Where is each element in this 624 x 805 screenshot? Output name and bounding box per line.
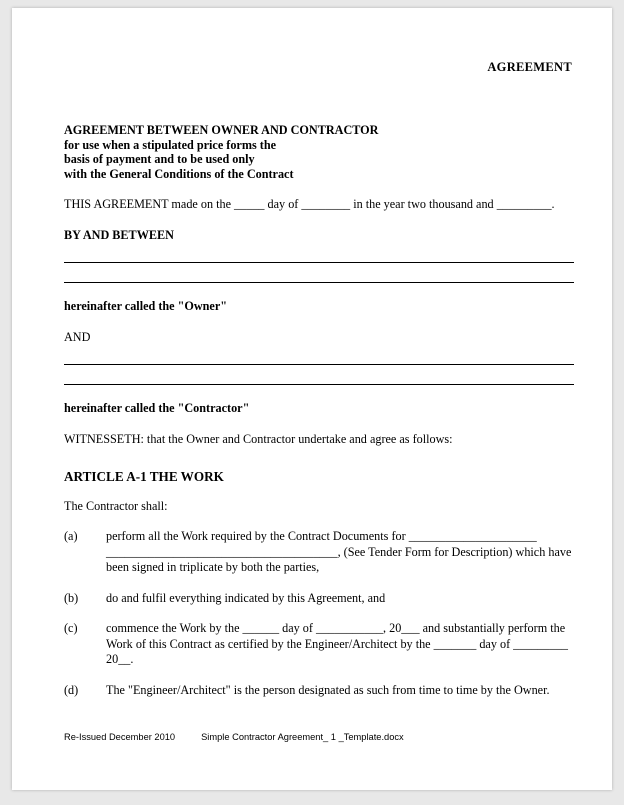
- owner-fill-line-2[interactable]: [64, 281, 574, 283]
- intro-line: basis of payment and to be used only: [64, 152, 255, 167]
- clause-list: [64, 529, 574, 698]
- page-title: AGREEMENT: [487, 60, 572, 74]
- intro-line: AGREEMENT BETWEEN OWNER AND CONTRACTOR: [64, 123, 379, 137]
- contractor-fill-line-1[interactable]: [64, 363, 574, 365]
- contractor-fill-line-2[interactable]: [64, 383, 574, 385]
- witnesseth-paragraph: WITNESSETH: that the Owner and Contractor undertake and agree as follows:: [64, 432, 453, 447]
- list-item: [64, 529, 574, 576]
- document-body: [64, 48, 574, 770]
- list-item-text: The "Engineer/Architect" is the person designated as such from time to time by the Owner.: [106, 682, 550, 697]
- document-page: [12, 8, 612, 790]
- this-agreement-paragraph: THIS AGREEMENT made on the _____ day of ________ in the year two thousand and _________.: [64, 197, 555, 212]
- document-footer: [64, 732, 404, 742]
- list-item-text: perform all the Work required by the Contract Documents for _____________________ ______________________________________, (See Tender Form for Description) which have been signed in triplicate by both the parties,: [106, 529, 572, 575]
- list-item-marker: (c): [64, 621, 78, 636]
- list-item: [64, 621, 574, 668]
- list-item-text: do and fulfil everything indicated by this Agreement, and: [106, 590, 386, 605]
- owner-fill-line-1[interactable]: [64, 261, 574, 263]
- and-separator: AND: [64, 330, 91, 345]
- list-item-text: commence the Work by the ______ day of ___________, 20___ and substantially perform the Work of this Contract as certified by the Engineer/Architect by the _______ day of _________ 20__.: [106, 621, 569, 667]
- article-title: ARTICLE A-1 THE WORK: [64, 469, 224, 485]
- intro-line: for use when a stipulated price forms the: [64, 137, 277, 152]
- owner-caption: hereinafter called the "Owner": [64, 299, 228, 314]
- list-item-marker: (d): [64, 682, 79, 697]
- footer-left-text: Re-Issued December 2010: [64, 732, 176, 742]
- list-item-marker: (b): [64, 590, 79, 605]
- intro-line: with the General Conditions of the Contract: [64, 166, 294, 181]
- intro-block: [64, 123, 574, 181]
- spacer: [64, 75, 574, 123]
- footer-right-text: Simple Contractor Agreement_ 1 _Template.docx: [201, 732, 404, 742]
- list-item-marker: (a): [64, 529, 78, 544]
- list-item: [64, 591, 574, 607]
- list-item: [64, 683, 574, 699]
- by-and-between-heading: BY AND BETWEEN: [64, 228, 174, 243]
- lead-in-text: The Contractor shall:: [64, 499, 168, 514]
- contractor-caption: hereinafter called the "Contractor": [64, 401, 250, 416]
